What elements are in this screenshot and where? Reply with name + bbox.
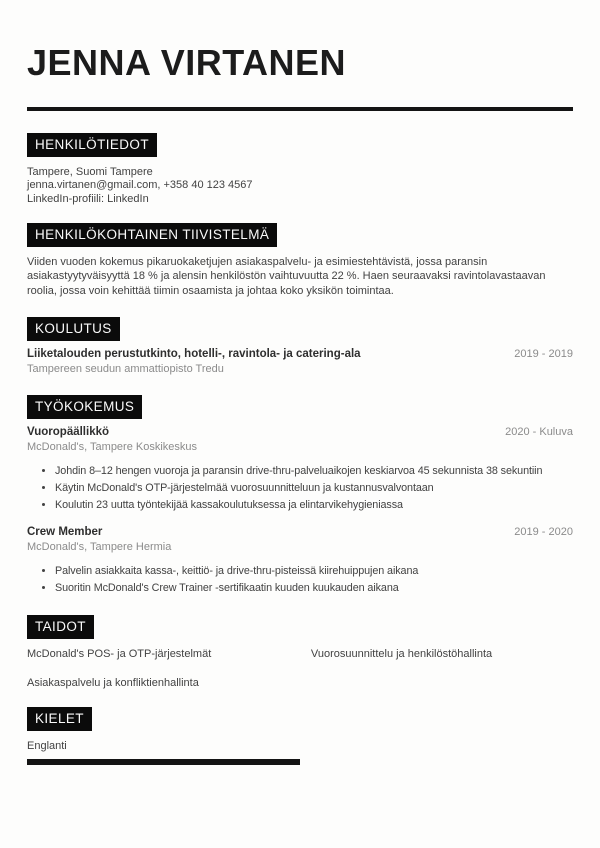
education-entry <box>27 348 573 375</box>
job-dates: 2019 - 2020 <box>514 525 573 538</box>
job-role: Vuoropäällikkö <box>27 426 110 439</box>
job-company: McDonald's, Tampere Koskikeskus <box>27 441 198 454</box>
job-company: McDonald's, Tampere Hermia <box>27 540 172 553</box>
education-degree: Liiketalouden perustutkinto, hotelli-, ravintola- ja catering-ala <box>27 348 361 361</box>
header-divider <box>27 107 573 111</box>
section-title-education: KOULUTUS <box>27 317 120 341</box>
section-summary <box>27 223 573 299</box>
job-role: Crew Member <box>27 525 103 538</box>
section-personal-info <box>27 133 573 207</box>
section-skills <box>27 615 573 689</box>
language-name: Englanti <box>27 739 67 752</box>
job-bullet: • Käytin McDonald's OTP-järjestelmää vuorosuunnitteluun ja kustannusvalvontaan <box>55 482 573 495</box>
job-bullets <box>27 565 573 595</box>
contact-location: Tampere, Suomi Tampere <box>27 165 153 178</box>
language-level-bar <box>27 759 300 765</box>
summary-text: Viiden vuoden kokemus pikaruokaketjujen asiakaspalvelu- ja esimiestehtävistä, jossa paransin asiakastyytyväisyyttä 18 % ja alensin henkilöstön vaihtuvuutta 22 %. Haen seuraavaksi ravintolavastaavan roolia, jossa voin kehittää tiimin osaamista ja johtaa koko yksikön toimintaa. <box>27 255 546 297</box>
education-dates: 2019 - 2019 <box>514 348 573 361</box>
section-title-experience: TYÖKOKEMUS <box>27 395 142 419</box>
job-dates: 2020 - Kuluva <box>505 426 573 439</box>
section-experience <box>27 395 573 595</box>
section-title-summary: HENKILÖKOHTAINEN TIIVISTELMÄ <box>27 223 277 247</box>
job-bullets <box>27 465 573 512</box>
section-education <box>27 317 573 375</box>
job-bullet: • Koulutin 23 uutta työntekijää kassakoulutuksessa ja elintarvikehygieniassa <box>55 499 573 512</box>
section-languages <box>27 707 573 765</box>
job-bullet: • Suoritin McDonald's Crew Trainer -sertifikaatin kuuden kuukauden aikana <box>55 582 573 595</box>
section-title-skills: TAIDOT <box>27 615 94 639</box>
job-entry <box>27 426 573 512</box>
contact-email-phone: jenna.virtanen@gmail.com, +358 40 123 4567 <box>27 179 253 192</box>
skill-item: Vuorosuunnittelu ja henkilöstöhallinta <box>310 647 493 660</box>
section-title-personal-info: HENKILÖTIEDOT <box>27 133 157 157</box>
job-bullet: • Johdin 8–12 hengen vuoroja ja paransin drive-thru-palveluaikojen keskiarvoa 45 sekunnista 38 sekuntiin <box>55 465 573 478</box>
candidate-name: JENNA VIRTANEN <box>27 42 347 83</box>
skills-grid <box>27 648 573 689</box>
job-bullet: • Palvelin asiakkaita kassa-, keittiö- ja drive-thru-pisteissä kiirehuippujen aikana <box>55 565 573 578</box>
job-entry-head <box>27 526 573 538</box>
contact-linkedin: LinkedIn-profiili: LinkedIn <box>27 192 149 205</box>
section-title-languages: KIELET <box>27 707 92 731</box>
skill-item: McDonald's POS- ja OTP-järjestelmät <box>27 647 212 660</box>
education-school: Tampereen seudun ammattiopisto Tredu <box>27 363 224 376</box>
education-entry-head <box>27 348 573 360</box>
job-entry <box>27 526 573 595</box>
skill-item: Asiakaspalvelu ja konfliktienhallinta <box>27 676 199 689</box>
contact-block <box>27 166 573 207</box>
job-entry-head <box>27 426 573 438</box>
